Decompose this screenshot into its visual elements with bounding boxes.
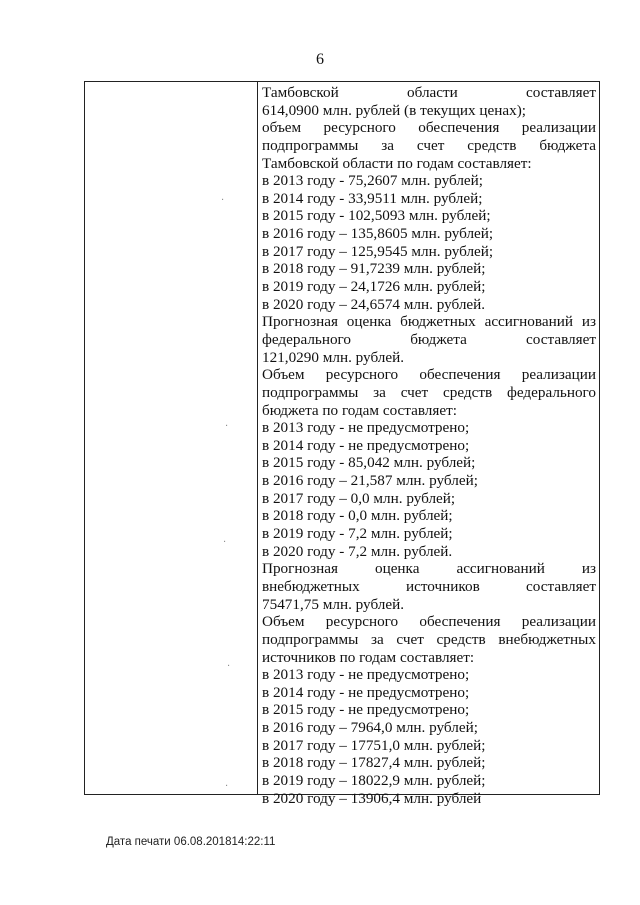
text-line (262, 137, 596, 155)
text-line: в 2020 году – 24,6574 млн. рублей. (262, 295, 486, 313)
text-line: в 2014 году - 33,9511 млн. рублей; (262, 189, 483, 207)
word: Тамбовской (262, 84, 339, 101)
word: Объем (262, 366, 305, 384)
scan-speck: · (227, 661, 231, 672)
word: составляет (526, 330, 596, 348)
word: за (373, 383, 386, 401)
text-line (262, 384, 596, 402)
text-line (262, 84, 596, 102)
text-line (262, 631, 596, 649)
text-line: в 2016 году – 135,8605 млн. рублей; (262, 225, 494, 243)
word: области (407, 84, 458, 101)
text-line (262, 119, 596, 137)
word: счет (396, 630, 424, 648)
word: бюджета (539, 136, 596, 154)
text-line: в 2017 году – 17751,0 млн. рублей; (262, 736, 486, 754)
text-line (262, 578, 596, 596)
text-line: 75471,75 млн. рублей. (262, 595, 405, 613)
word: реализации (521, 613, 596, 631)
text-line: в 2014 году - не предусмотрено; (262, 683, 470, 701)
text-line: в 2018 году - 0,0 млн. рублей; (262, 507, 453, 525)
text-line (262, 331, 596, 349)
print-date: Дата печати 06.08.201814:22:11 (106, 836, 276, 848)
text-line: в 2017 году – 125,9545 млн. рублей; (262, 242, 494, 260)
word: оценка (374, 560, 420, 578)
word: ассигнований (484, 313, 573, 331)
word: источников (405, 577, 480, 595)
word: объем (262, 119, 302, 137)
text-line (262, 560, 596, 578)
text-line: в 2014 году - не предусмотрено; (262, 436, 470, 454)
word: за (370, 630, 384, 648)
text-line (262, 366, 596, 384)
word: обеспечения (418, 119, 500, 137)
table-right-column (258, 82, 599, 807)
word: реализации (521, 119, 596, 137)
text-line: в 2018 году – 91,7239 млн. рублей; (262, 260, 486, 278)
word: Прогнозная (262, 560, 338, 578)
word: ассигнований (456, 560, 545, 578)
word: оценка (346, 313, 392, 331)
word: из (581, 313, 596, 331)
text-line: в 2018 году – 17827,4 млн. рублей; (262, 754, 486, 772)
word: средств (467, 136, 517, 154)
word: внебюджетных (262, 577, 360, 595)
text-line: в 2015 году - 85,042 млн. рублей; (262, 454, 476, 472)
text-line: в 2016 году – 7964,0 млн. рублей; (262, 719, 478, 737)
word: составляет (526, 577, 596, 595)
page-number: 6 (316, 51, 324, 68)
text-line (262, 313, 596, 331)
text-line: 121,0290 млн. рублей. (262, 348, 405, 366)
text-line: Тамбовской области по годам составляет: (262, 154, 532, 172)
table-left-column (85, 82, 258, 794)
word: подпрограммы (262, 136, 359, 154)
text-line: в 2019 году - 7,2 млн. рублей; (262, 525, 453, 543)
word: ресурсного (325, 613, 399, 631)
scan-speck: · (225, 781, 229, 792)
text-line: в 2019 году – 18022,9 млн. рублей; (262, 771, 486, 789)
word: счет (400, 383, 429, 401)
word: ресурсного (323, 119, 396, 137)
text-line: в 2013 году - не предусмотрено; (262, 666, 470, 684)
text-line: в 2015 году - не предусмотрено; (262, 701, 470, 719)
word: средств (443, 383, 493, 401)
word: счет (416, 136, 445, 154)
word: федерального (262, 330, 351, 348)
word: обеспечения (419, 366, 501, 384)
scan-speck: · (225, 421, 229, 432)
word: внебюджетных (498, 630, 596, 648)
scan-speck: · (221, 195, 225, 206)
text-line: в 2020 году – 13906,4 млн. рублей (262, 789, 482, 807)
word: Объем (262, 613, 305, 631)
word: подпрограммы (262, 383, 359, 401)
text-line: 614,0900 млн. рублей (в текущих ценах); (262, 101, 527, 119)
word: средств (436, 630, 486, 648)
text-line: в 2020 году - 7,2 млн. рублей. (262, 542, 453, 560)
word: реализации (521, 366, 596, 384)
text-line: источников по годам составляет: (262, 648, 475, 666)
text-line: в 2016 году – 21,587 млн. рублей; (262, 472, 478, 490)
word: подпрограммы (262, 630, 359, 648)
word: бюджетных (400, 313, 476, 331)
text-line: в 2013 году - не предусмотрено; (262, 419, 470, 437)
text-line (262, 613, 596, 631)
text-line: в 2013 году - 75,2607 млн. рублей; (262, 172, 483, 190)
passport-table (84, 81, 600, 807)
word: из (581, 560, 596, 578)
word: Прогнозная (262, 313, 338, 331)
text-line: в 2017 году – 0,0 млн. рублей; (262, 489, 456, 507)
text-line: в 2019 году – 24,1726 млн. рублей; (262, 278, 486, 296)
word: федерального (507, 383, 596, 401)
word: обеспечения (419, 613, 501, 631)
word: бюджета (410, 330, 467, 348)
word: ресурсного (325, 366, 399, 384)
word: составляет (526, 84, 596, 101)
word: за (381, 136, 394, 154)
text-line: бюджета по годам составляет: (262, 401, 457, 419)
text-line: в 2015 году - 102,5093 млн. рублей; (262, 207, 491, 225)
scan-speck: · (223, 537, 227, 548)
